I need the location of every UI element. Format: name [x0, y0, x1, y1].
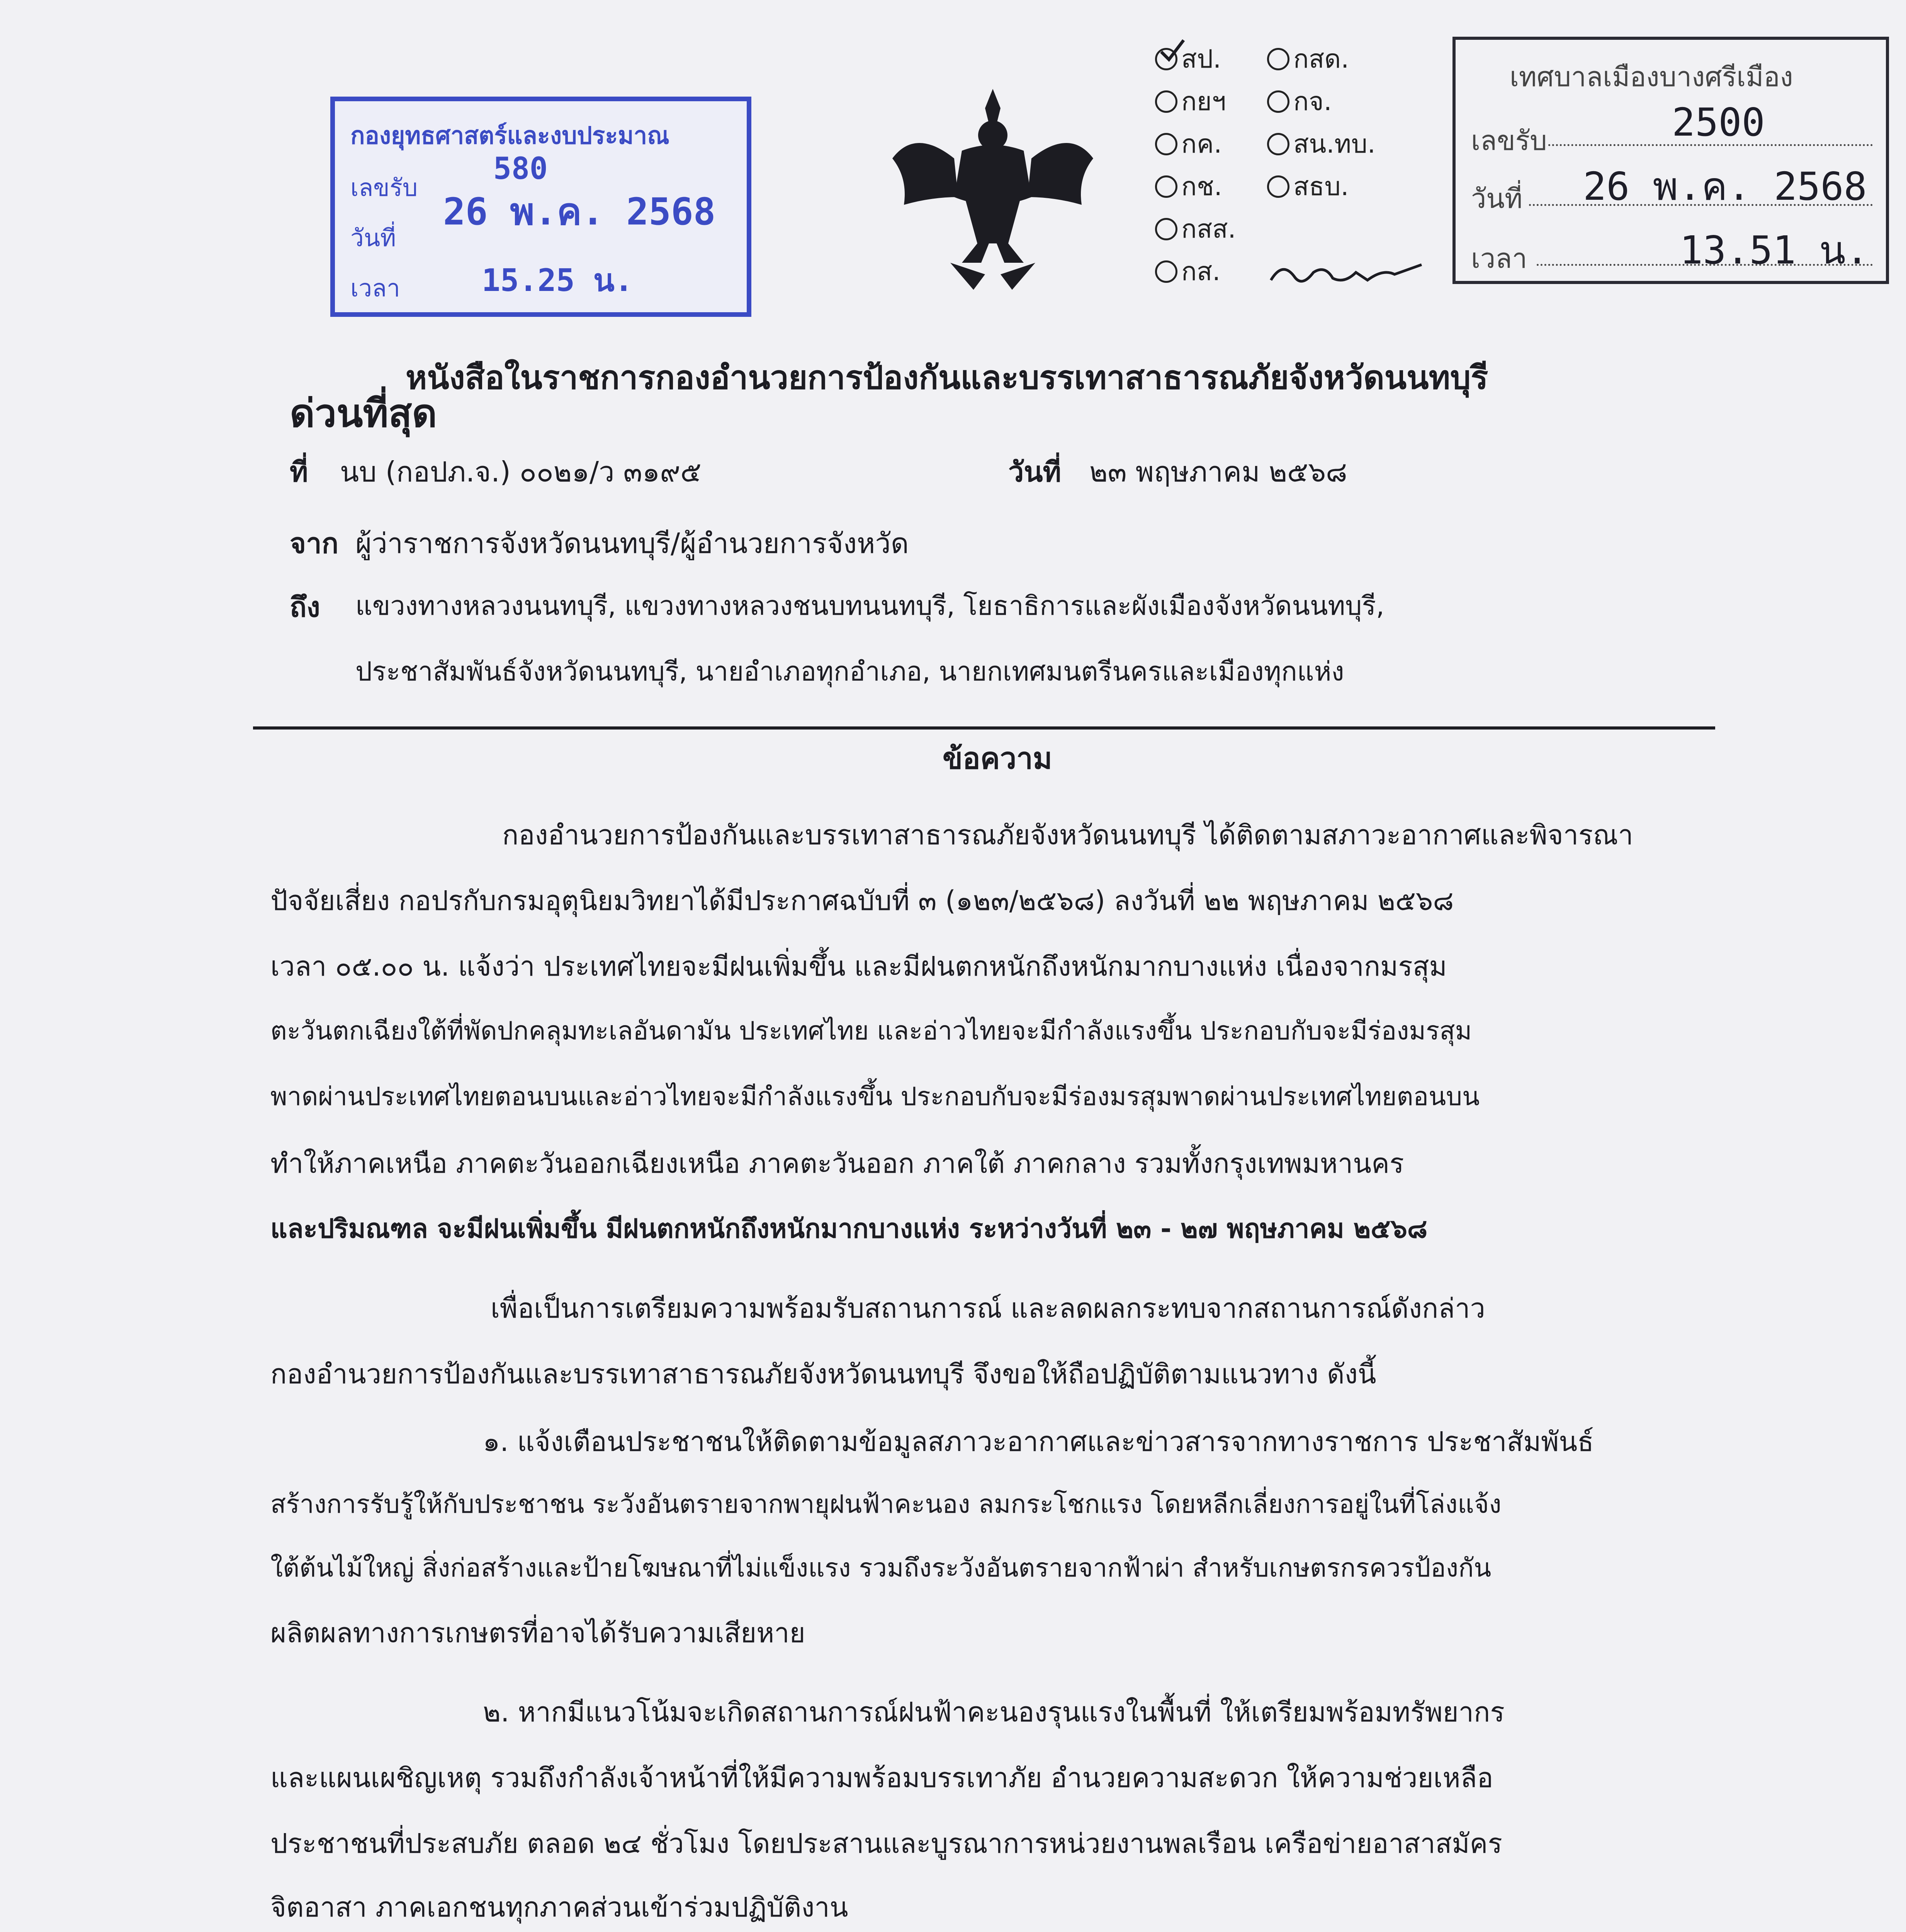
item1-line: ผลิตผลทางการเกษตรที่อาจได้รับความเสียหาย — [270, 1617, 805, 1649]
p1-line: พาดผ่านประเทศไทยตอนบนและอ่าวไทยจะมีกำลังแรงขึ้น ประกอบกับจะมีร่องมรสุมพาดผ่านประเทศไทยตอนบน — [270, 1082, 1480, 1111]
stamp-recv-no: 2500 — [1672, 100, 1765, 145]
circle-icon — [1267, 90, 1289, 113]
stamp-org: กองยุทธศาสตร์และงบประมาณ — [350, 121, 669, 150]
check-mark-icon — [1158, 37, 1185, 64]
p1-line: ปัจจัยเสี่ยง กอปรกับกรมอุตุนิยมวิทยาได้มีประกาศฉบับที่ ๓ (๑๒๓/๒๕๖๘) ลงวันที่ ๒๒ พฤษภาคม ๒๕๖๘ — [270, 885, 1454, 917]
p1-line: ทำให้ภาคเหนือ ภาคตะวันออกเฉียงเหนือ ภาคตะวันออก ภาคใต้ ภาคกลาง รวมทั้งกรุงเทพมหานคร — [270, 1148, 1404, 1179]
item1-line: ๑. แจ้งเตือนประชาชนให้ติดตามข้อมูลสภาวะอากาศและข่าวสารจากทางราชการ ประชาสัมพันธ์ — [483, 1426, 1594, 1458]
document-title: หนังสือในราชการกองอำนวยการป้องกันและบรรเทาสาธารณภัยจังหวัดนนทบุรี — [406, 359, 1488, 396]
receiving-stamp-right — [1452, 37, 1889, 284]
route-option-6[interactable]: สน.ทบ. — [1267, 124, 1376, 164]
from-text: ผู้ว่าราชการจังหวัดนนทบุรี/ผู้อำนวยการจังหวัด — [355, 527, 909, 560]
urgency-label: ด่วนที่สุด — [290, 391, 437, 436]
stamp-recv-no: 580 — [493, 151, 548, 186]
p1-line: ตะวันตกเฉียงใต้ที่พัดปกคลุมทะเลอันดามัน ประเทศไทย และอ่าวไทยจะมีกำลังแรงขึ้น ประกอบกับจะมีร่องมรสุม — [270, 1016, 1472, 1046]
stamp-date: 26 พ.ค. 2568 — [1583, 164, 1867, 209]
p2-line: เพื่อเป็นการเตรียมความพร้อมรับสถานการณ์ และลดผลกระทบจากสถานการณ์ดังกล่าว — [491, 1293, 1485, 1324]
p1-line: เวลา ๐๕.๐๐ น. แจ้งว่า ประเทศไทยจะมีฝนเพิ่มขึ้น และมีฝนตกหนักถึงหนักมากบางแห่ง เนื่องจากมรสุม — [270, 951, 1447, 982]
stamp-recv-label: เลขรับ — [350, 173, 418, 202]
handwritten-initials-icon — [1267, 257, 1429, 292]
stamp-time-label: เวลา — [350, 274, 400, 302]
route-option-7[interactable]: กช. — [1155, 166, 1222, 207]
item1-line: ใต้ต้นไม้ใหญ่ สิ่งก่อสร้างและป้ายโฆษณาที่ไม่แข็งแรง รวมถึงระวังอันตรายจากฟ้าผ่า สำหรับเกษตรกรควรป้องกัน — [270, 1553, 1492, 1583]
route-option-2[interactable]: กสด. — [1267, 39, 1349, 79]
letter-date: ๒๓ พฤษภาคม ๒๕๖๘ — [1089, 456, 1347, 488]
route-option-3[interactable]: กยฯ — [1155, 81, 1226, 122]
p1-line: กองอำนวยการป้องกันและบรรเทาสาธารณภัยจังหวัดนนทบุรี ได้ติดตามสภาวะอากาศและพิจารณา — [502, 819, 1633, 851]
to-label: ถึง — [290, 591, 320, 623]
circle-icon — [1267, 175, 1289, 198]
stamp-time: 13.51 น. — [1680, 228, 1869, 273]
route-option-9[interactable]: กสส. — [1155, 209, 1236, 249]
receiving-stamp-left — [330, 97, 751, 317]
item2-line: จิตอาสา ภาคเอกชนทุกภาคส่วนเข้าร่วมปฏิบัติงาน — [270, 1891, 848, 1923]
body-heading: ข้อความ — [943, 741, 1052, 776]
circle-icon — [1155, 260, 1177, 283]
stamp-recv-label: เลขรับ — [1471, 125, 1547, 156]
item2-line: ๒. หากมีแนวโน้มจะเกิดสถานการณ์ฝนฟ้าคะนองรุนแรงในพื้นที่ ให้เตรียมพร้อมทรัพยากร — [483, 1696, 1505, 1728]
route-option-4[interactable]: กจ. — [1267, 81, 1332, 122]
stamp-date: 26 พ.ค. 2568 — [443, 190, 716, 233]
stamp-org: เทศบาลเมืองบางศรีเมือง — [1510, 61, 1793, 93]
circle-icon — [1155, 175, 1177, 198]
circle-icon — [1155, 90, 1177, 113]
stamp-time: 15.25 น. — [482, 262, 633, 298]
p2-line: กองอำนวยการป้องกันและบรรเทาสาธารณภัยจังหวัดนนทบุรี จึงขอให้ถือปฏิบัติตามแนวทาง ดังนี้ — [270, 1358, 1376, 1390]
route-option-10[interactable]: กส. — [1155, 251, 1220, 292]
ref-label: ที่ — [290, 456, 308, 488]
from-label: จาก — [290, 527, 339, 560]
route-option-5[interactable]: กค. — [1155, 124, 1222, 164]
item2-line: และแผนเผชิญเหตุ รวมถึงกำลังเจ้าหน้าที่ให้มีความพร้อมบรรเทาภัย อำนวยความสะดวก ให้ความช่วยเหลือ — [270, 1762, 1493, 1794]
circle-icon — [1155, 218, 1177, 240]
route-option-1[interactable]: สป. — [1155, 39, 1221, 79]
circle-icon — [1267, 133, 1289, 155]
stamp-time-label: เวลา — [1471, 243, 1527, 274]
routing-checkboxes — [1155, 39, 1425, 290]
to-line-1: แขวงทางหลวงนนทบุรี, แขวงทางหลวงชนบทนนทบุรี, โยธาธิการและผังเมืองจังหวัดนนทบุรี, — [355, 591, 1384, 621]
item1-line: สร้างการรับรู้ให้กับประชาชน ระวังอันตรายจากพายุฝนฟ้าคะนอง ลมกระโชกแรง โดยหลีกเลี่ยงการอยู่ในที่โล่งแจ้ง — [270, 1489, 1502, 1519]
to-line-2: ประชาสัมพันธ์จังหวัดนนทบุรี, นายอำเภอทุกอำเภอ, นายกเทศมนตรีนครและเมืองทุกแห่ง — [355, 656, 1344, 687]
header-divider — [253, 726, 1715, 730]
ref-number: นบ (กอปภ.จ.) ๐๐๒๑/ว ๓๑๙๕ — [340, 456, 702, 488]
stamp-date-label: วันที่ — [1471, 183, 1523, 214]
p1-bold-line: และปริมณฑล จะมีฝนเพิ่มขึ้น มีฝนตกหนักถึงหนักมากบางแห่ง ระหว่างวันที่ ๒๓ - ๒๗ พฤษภาคม ๒๕๖๘ — [270, 1214, 1428, 1244]
circle-icon — [1155, 133, 1177, 155]
garuda-emblem-icon — [885, 81, 1101, 298]
stamp-date-label: วันที่ — [350, 224, 396, 252]
route-option-8[interactable]: สธบ. — [1267, 166, 1349, 207]
item2-line: ประชาชนที่ประสบภัย ตลอด ๒๔ ชั่วโมง โดยประสานและบูรณาการหน่วยงานพลเรือน เครือข่ายอาสาสมัคร — [270, 1828, 1502, 1859]
date-label: วันที่ — [1008, 456, 1062, 488]
circle-icon — [1267, 48, 1289, 70]
